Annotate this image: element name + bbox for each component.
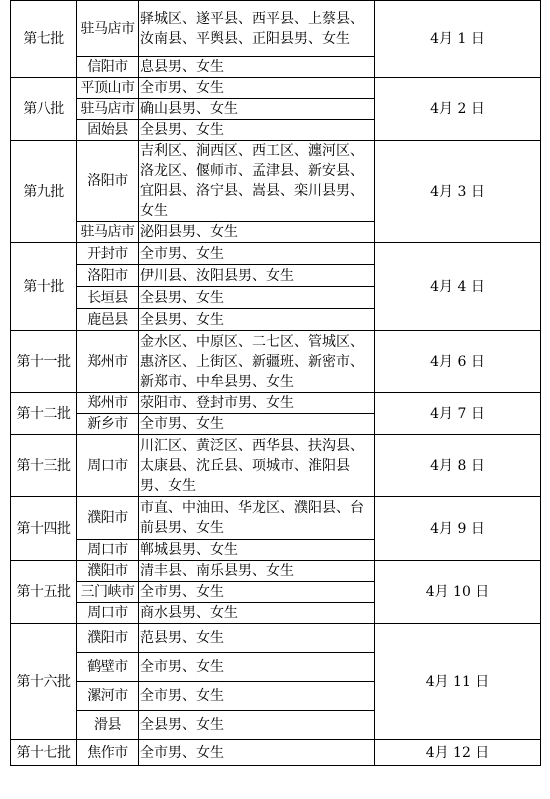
batch-cell: 第七批: [11, 1, 77, 78]
city-cell: 洛阳市: [77, 265, 139, 287]
area-cell: 伊川县、汝阳县男、女生: [139, 265, 375, 287]
city-cell: 鹤壁市: [77, 653, 139, 682]
area-cell: 郸城县男、女生: [139, 540, 375, 561]
batch-cell: 第十七批: [11, 740, 77, 766]
city-cell: 濮阳市: [77, 561, 139, 582]
date-cell: 4月 7 日: [375, 393, 541, 435]
date-cell: 4月 8 日: [375, 435, 541, 497]
city-cell: 开封市: [77, 243, 139, 265]
area-cell: 吉利区、涧西区、西工区、瀍河区、洛龙区、偃师市、孟津县、新安县、宜阳县、洛宁县、嵩县、栾川县男、女生: [139, 141, 375, 222]
city-cell: 洛阳市: [77, 141, 139, 222]
area-cell: 驿城区、遂平县、西平县、上蔡县、汝南县、平舆县、正阳县男、女生: [139, 1, 375, 57]
table-row: [11, 435, 541, 497]
area-cell: 清丰县、南乐县男、女生: [139, 561, 375, 582]
area-cell: 金水区、中原区、二七区、管城区、惠济区、上街区、新疆班、新密市、新郑市、中牟县男、女生: [139, 331, 375, 393]
batch-cell: 第十四批: [11, 497, 77, 561]
city-cell: 濮阳市: [77, 624, 139, 653]
area-cell: 全市男、女生: [139, 414, 375, 435]
batch-cell: 第九批: [11, 141, 77, 243]
city-cell: 驻马店市: [77, 1, 139, 57]
city-cell: 三门峡市: [77, 582, 139, 603]
area-cell: 泌阳县男、女生: [139, 222, 375, 243]
batch-cell: 第八批: [11, 78, 77, 141]
city-cell: 驻马店市: [77, 222, 139, 243]
date-cell: 4月 12 日: [375, 740, 541, 766]
city-cell: 固始县: [77, 120, 139, 141]
city-cell: 焦作市: [77, 740, 139, 766]
date-cell: 4月 6 日: [375, 331, 541, 393]
batch-cell: 第十二批: [11, 393, 77, 435]
batch-cell: 第十六批: [11, 624, 77, 740]
city-cell: 新乡市: [77, 414, 139, 435]
date-cell: 4月 3 日: [375, 141, 541, 243]
city-cell: 滑县: [77, 711, 139, 740]
city-cell: 周口市: [77, 540, 139, 561]
city-cell: 濮阳市: [77, 497, 139, 540]
area-cell: 全市男、女生: [139, 78, 375, 99]
table-row: [11, 561, 541, 582]
area-cell: 荥阳市、登封市男、女生: [139, 393, 375, 414]
city-cell: 郑州市: [77, 331, 139, 393]
city-cell: 鹿邑县: [77, 309, 139, 331]
area-cell: 川汇区、黄泛区、西华县、扶沟县、太康县、沈丘县、项城市、淮阳县男、女生: [139, 435, 375, 497]
table-row: [11, 1, 541, 57]
area-cell: 全县男、女生: [139, 287, 375, 309]
area-cell: 全市男、女生: [139, 582, 375, 603]
date-cell: 4月 1 日: [375, 1, 541, 78]
batch-cell: 第十三批: [11, 435, 77, 497]
area-cell: 全市男、女生: [139, 740, 375, 766]
table-row: [11, 141, 541, 222]
batch-cell: 第十批: [11, 243, 77, 331]
city-cell: 长垣县: [77, 287, 139, 309]
city-cell: 平顶山市: [77, 78, 139, 99]
area-cell: 全县男、女生: [139, 309, 375, 331]
city-cell: 郑州市: [77, 393, 139, 414]
city-cell: 周口市: [77, 603, 139, 624]
city-cell: 周口市: [77, 435, 139, 497]
table-row: [11, 624, 541, 653]
city-cell: 漯河市: [77, 682, 139, 711]
table-row: [11, 331, 541, 393]
schedule-table: [10, 0, 541, 766]
date-cell: 4月 9 日: [375, 497, 541, 561]
area-cell: 息县男、女生: [139, 57, 375, 78]
area-cell: 确山县男、女生: [139, 99, 375, 120]
city-cell: 驻马店市: [77, 99, 139, 120]
batch-cell: 第十五批: [11, 561, 77, 624]
area-cell: 全市男、女生: [139, 243, 375, 265]
batch-cell: 第十一批: [11, 331, 77, 393]
table-row: [11, 740, 541, 766]
city-cell: 信阳市: [77, 57, 139, 78]
area-cell: 全县男、女生: [139, 120, 375, 141]
schedule-body: [11, 1, 541, 766]
area-cell: 市直、中油田、华龙区、濮阳县、台前县男、女生: [139, 497, 375, 540]
table-row: [11, 243, 541, 265]
table-row: [11, 497, 541, 540]
table-row: [11, 78, 541, 99]
area-cell: 全县男、女生: [139, 711, 375, 740]
area-cell: 商水县男、女生: [139, 603, 375, 624]
table-row: [11, 393, 541, 414]
date-cell: 4月 11 日: [375, 624, 541, 740]
area-cell: 全市男、女生: [139, 653, 375, 682]
area-cell: 全市男、女生: [139, 682, 375, 711]
area-cell: 范县男、女生: [139, 624, 375, 653]
date-cell: 4月 2 日: [375, 78, 541, 141]
date-cell: 4月 10 日: [375, 561, 541, 624]
date-cell: 4月 4 日: [375, 243, 541, 331]
